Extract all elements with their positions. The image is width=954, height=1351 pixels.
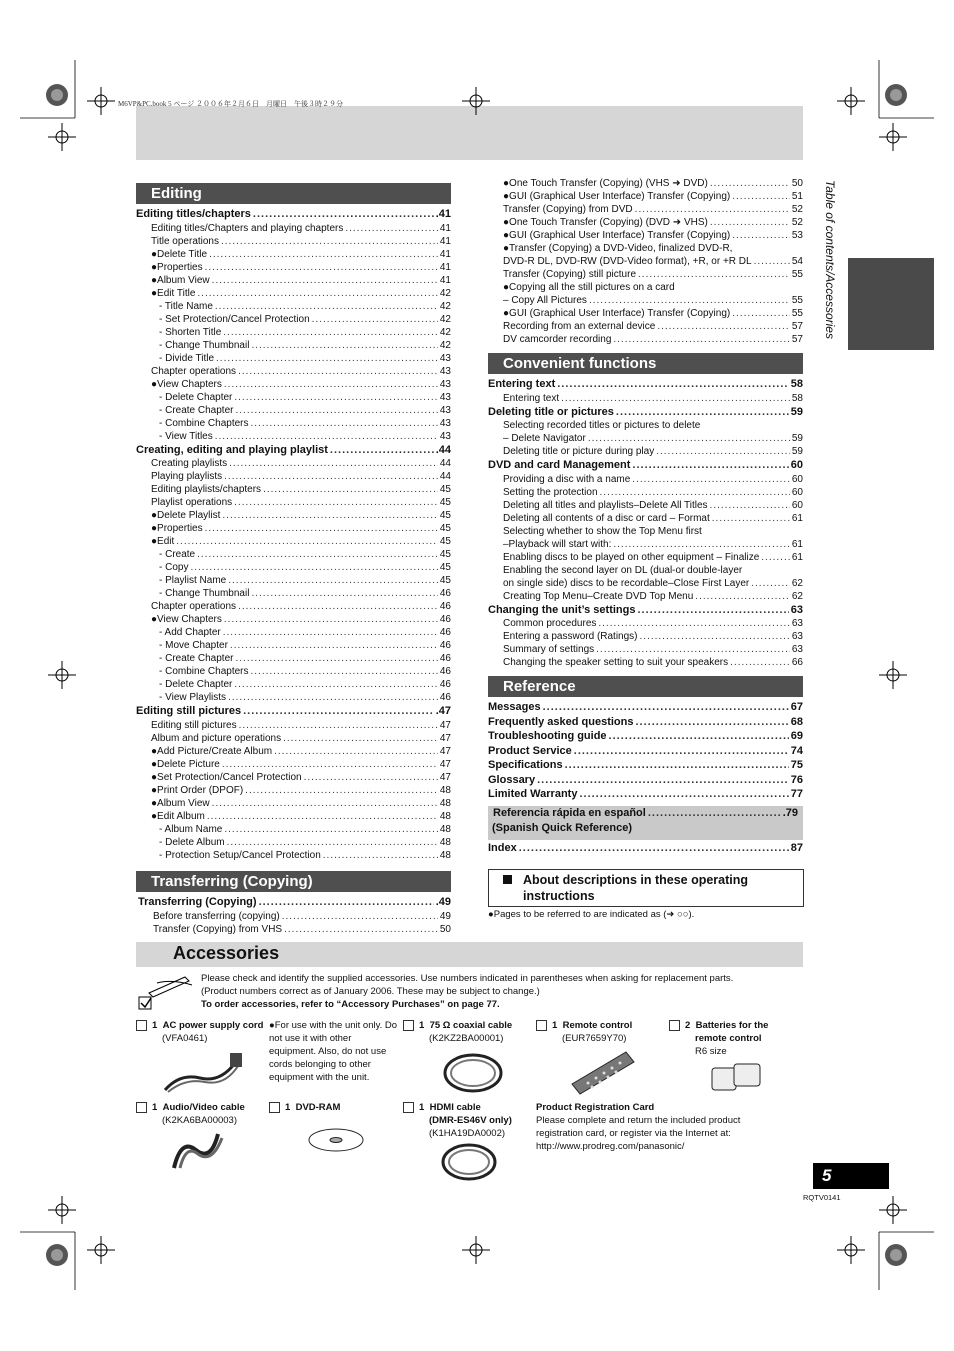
toc-entry: ●Edit Album ..... 48 [136, 810, 451, 823]
toc-entry: ●View Chapters ..... 43 [136, 378, 451, 391]
accessory-hdmi: 1 HDMI cable (DMR-ES46V only) (K1HA19DA0002) [403, 1101, 533, 1140]
toc-entry: Selecting whether to show the Top Menu first [503, 525, 702, 537]
crosshair-icon [879, 123, 907, 151]
toc-entry: Summary of settings ..... 63 [488, 643, 803, 656]
crosshair-icon [837, 1236, 865, 1264]
reference-toc [488, 700, 803, 802]
toc-entry: Enabling discs to be played on other equipment – Finalize ..... 61 [488, 551, 803, 564]
toc-entry: - Album Name ..... 48 [136, 823, 451, 836]
toc-entry: ●Copying all the still pictures on a card [503, 282, 675, 293]
toc-entry: - Delete Chapter ..... 46 [136, 678, 451, 691]
index-entry: Index ..... 87 [488, 841, 803, 856]
toc-entry: - Combine Chapters ..... 46 [136, 665, 451, 678]
ac-cord-note: ●For use with the unit only. Do not use it with other equipment. Also, do not use cords belonging to other equipment with the unit. [269, 1020, 398, 1083]
toc-entry: - Move Chapter ..... 46 [136, 639, 451, 652]
toc-entry: –Playback will start with: ..... 61 [488, 538, 803, 551]
section-header-transferring: Transferring (Copying) [136, 871, 451, 892]
about-title: About descriptions in these operating [523, 873, 749, 887]
toc-entry: ●Transfer (Copying) a DVD-Video, finalized DVD-R, [503, 243, 733, 254]
reference-note: ●Pages to be referred to are indicated as (➜ ○○). [488, 909, 695, 920]
toc-entry: Chapter operations ..... 43 [136, 365, 451, 378]
crosshair-icon [837, 87, 865, 115]
crosshair-icon [462, 1236, 490, 1264]
checkbox-icon[interactable] [136, 1020, 147, 1031]
toc-entry: – Copy All Pictures ..... 55 [488, 294, 803, 307]
accessories-banner [136, 942, 803, 967]
crosshair-icon [48, 1196, 76, 1224]
toc-entry: Transfer (Copying) from DVD ..... 52 [488, 203, 803, 216]
toc-entry: - Shorten Title ..... 42 [136, 326, 451, 339]
toc-entry: Product Service ..... 74 [488, 744, 803, 759]
toc-entry: on single side) discs to be recordable–Close First Layer ..... 62 [488, 577, 803, 590]
toc-entry: Glossary ..... 76 [488, 773, 803, 788]
check-pencil-icon [137, 971, 197, 1011]
toc-entry: - Change Thumbnail ..... 46 [136, 587, 451, 600]
page-number: 5 [813, 1163, 889, 1189]
crosshair-icon [462, 87, 490, 115]
toc-entry: Transfer (Copying) still picture ..... 55 [488, 268, 803, 281]
toc-entry: ●Edit ..... 45 [136, 535, 451, 548]
toc-entry: ●Album View ..... 41 [136, 274, 451, 287]
toc-entry: Deleting all contents of a disc or card – Format ..... 61 [488, 512, 803, 525]
toc-entry: Limited Warranty ..... 77 [488, 787, 803, 802]
toc-entry: DV camcorder recording ..... 57 [488, 333, 803, 346]
toc-entry: Frequently asked questions ..... 68 [488, 715, 803, 730]
av-cable-icon [166, 1128, 226, 1173]
toc-entry: ●GUI (Graphical User Interface) Transfer (Copying) ..... 51 [488, 190, 803, 203]
toc-entry: - Create Chapter ..... 43 [136, 404, 451, 417]
toc-entry: Entering text ..... 58 [488, 377, 803, 392]
checkbox-icon[interactable] [403, 1102, 414, 1113]
product-registration: Product Registration Card Please complete and return the included product registration card, or register via the Internet at: http://www.prodreg.com/panasonic/ [536, 1102, 741, 1152]
crosshair-icon [87, 87, 115, 115]
toc-entry: ●Add Picture/Create Album ..... 47 [136, 745, 451, 758]
toc-entry: Recording from an external device ..... 57 [488, 320, 803, 333]
accessory-av-cable: 1 Audio/Video cable (K2KA6BA00003) [136, 1101, 271, 1127]
toc-entry: Editing playlists/chapters ..... 45 [136, 483, 451, 496]
toc-entry: - Create ..... 45 [136, 548, 451, 561]
toc-entry: Before transferring (copying) ..... 49 [138, 910, 451, 923]
batteries-icon [708, 1060, 768, 1094]
toc-entry: Changing the speaker setting to suit your speakers ..... 66 [488, 656, 803, 669]
about-descriptions-box [488, 869, 804, 907]
spanish-reference-subtitle: (Spanish Quick Reference) [492, 821, 632, 834]
toc-entry: Playlist operations ..... 45 [136, 496, 451, 509]
section-header-convenient: Convenient functions [488, 353, 803, 374]
hdmi-cable-icon [437, 1140, 502, 1186]
crosshair-icon [879, 661, 907, 689]
toc-entry: Setting the protection ..... 60 [488, 486, 803, 499]
about-title-2: instructions [523, 889, 595, 903]
toc-entry: Editing still pictures ..... .47 [136, 704, 451, 719]
toc-entry: ●View Chapters ..... 46 [136, 613, 451, 626]
toc-entry: - Delete Chapter ..... 43 [136, 391, 451, 404]
accessories-intro-2: (Product numbers correct as of January 2006. These may be subject to change.) [201, 986, 540, 997]
transferring-toc [138, 895, 451, 936]
toc-entry: - Combine Chapters ..... 43 [136, 417, 451, 430]
section-header-editing: Editing [136, 183, 451, 204]
crosshair-icon [87, 1236, 115, 1264]
convenient-toc [488, 377, 803, 669]
coax-cable-icon [438, 1048, 513, 1098]
toc-entry: Selecting recorded titles or pictures to delete [503, 420, 701, 431]
crosshair-icon [48, 123, 76, 151]
toc-entry: - Protection Setup/Cancel Protection ..... 48 [136, 849, 451, 862]
toc-entry: Referencia rápida en español ..... .79 [488, 806, 803, 821]
toc-entry: Common procedures ..... 63 [488, 617, 803, 630]
toc-entry: Entering a password (Ratings) ..... 63 [488, 630, 803, 643]
toc-entry: ●One Touch Transfer (Copying) (DVD ➜ VHS) ..... 52 [488, 216, 803, 229]
toc-entry: - Divide Title ..... 43 [136, 352, 451, 365]
toc-entry: Editing still pictures ..... 47 [136, 719, 451, 732]
toc-entry: Deleting title or picture during play ..... 59 [488, 445, 803, 458]
dvd-disc-icon [306, 1126, 366, 1154]
toc-entry: Transferring (Copying) ..... .49 [138, 895, 451, 910]
checkbox-icon[interactable] [269, 1102, 280, 1113]
toc-entry: Album and picture operations ..... 47 [136, 732, 451, 745]
crosshair-icon [48, 661, 76, 689]
accessory-batteries: 2 Batteries for the remote control R6 size [669, 1019, 803, 1058]
toc-entry: - Change Thumbnail ..... 42 [136, 339, 451, 352]
accessories-intro: Please check and identify the supplied accessories. Use numbers indicated in parentheses when asking for replacement parts. [201, 973, 734, 984]
accessory-remote: 1 Remote control (EUR7659Y70) [536, 1019, 666, 1045]
toc-entry: DVD-R DL, DVD-RW (DVD-Video format), +R, or +R DL ..... 54 [488, 255, 803, 268]
toc-entry: ●GUI (Graphical User Interface) Transfer (Copying) ..... 53 [488, 229, 803, 242]
toc-entry: - View Playlists ..... 46 [136, 691, 451, 704]
toc-entry: Creating Top Menu–Create DVD Top Menu ..... 62 [488, 590, 803, 603]
accessory-coax: 1 75 Ω coaxial cable (K2KZ2BA00001) [403, 1019, 533, 1045]
target-icon [885, 1244, 907, 1266]
toc-entry: ●Album View ..... 48 [136, 797, 451, 810]
square-bullet-icon [503, 875, 512, 884]
accessory-dvd-ram: 1 DVD-RAM [269, 1101, 399, 1114]
toc-entry: ●GUI (Graphical User Interface) Transfer (Copying) ..... 55 [488, 307, 803, 320]
toc-entry: - Create Chapter ..... 46 [136, 652, 451, 665]
checkbox-icon[interactable] [669, 1020, 680, 1031]
checkbox-icon[interactable] [403, 1020, 414, 1031]
file-info: M6VP&PC.book 5 ページ ２００６年２月６日 月曜日 午後３時２９分 [118, 100, 344, 108]
toc-entry: Providing a disc with a name ..... 60 [488, 473, 803, 486]
target-icon [46, 84, 68, 106]
editing-toc [136, 207, 451, 862]
checkbox-icon[interactable] [536, 1020, 547, 1031]
remote-control-icon [568, 1046, 638, 1096]
target-icon [885, 84, 907, 106]
toc-entry: ●Print Order (DPOF) ..... 48 [136, 784, 451, 797]
doc-code: RQTV0141 [803, 1193, 841, 1202]
accessories-order-note: To order accessories, refer to “Accessory Purchases” on page 77. [201, 999, 500, 1010]
toc-entry: - Copy ..... 45 [136, 561, 451, 574]
toc-entry: Transfer (Copying) from VHS ..... 50 [138, 923, 451, 936]
toc-entry: DVD and card Management ..... 60 [488, 458, 803, 473]
ac-cord-icon [160, 1048, 245, 1098]
toc-entry: - Delete Album ..... 48 [136, 836, 451, 849]
toc-entry: ●Delete Picture ..... 47 [136, 758, 451, 771]
target-icon [46, 1244, 68, 1266]
toc-entry: Editing titles/chapters ..... .41 [136, 207, 451, 222]
section-header-reference: Reference [488, 676, 803, 697]
toc-entry: - Title Name ..... 42 [136, 300, 451, 313]
toc-entry: Editing titles/Chapters and playing chapters ..... 41 [136, 222, 451, 235]
toc-entry: Creating playlists ..... 44 [136, 457, 451, 470]
toc-entry: ●Properties ..... 45 [136, 522, 451, 535]
toc-entry: - View Titles ..... 43 [136, 430, 451, 443]
checkbox-icon[interactable] [136, 1102, 147, 1113]
spanish-reference-box [488, 806, 803, 840]
toc-entry: ●Edit Title ..... 42 [136, 287, 451, 300]
transfer-continued-toc [488, 177, 803, 346]
toc-entry: Title operations ..... 41 [136, 235, 451, 248]
crosshair-icon [879, 1196, 907, 1224]
toc-entry: Chapter operations ..... 46 [136, 600, 451, 613]
toc-entry: Playing playlists ..... 44 [136, 470, 451, 483]
accessory-ac-cord: 1 AC power supply cord (VFA0461) [136, 1019, 271, 1045]
accessories-title: Accessories [173, 943, 280, 963]
toc-entry: Enabling the second layer on DL (dual-or double-layer [503, 564, 743, 576]
toc-entry: - Add Chapter ..... 46 [136, 626, 451, 639]
toc-entry: Deleting title or pictures ..... 59 [488, 405, 803, 420]
toc-entry: Deleting all titles and playlists–Delete All Titles ..... 60 [488, 499, 803, 512]
toc-entry: - Playlist Name ..... 45 [136, 574, 451, 587]
toc-entry: Messages ..... 67 [488, 700, 803, 715]
toc-entry: Entering text ..... 58 [488, 392, 803, 405]
toc-entry: ●Delete Title ..... 41 [136, 248, 451, 261]
toc-entry: - Set Protection/Cancel Protection ..... 42 [136, 313, 451, 326]
side-label: Table of contents/Accessories [823, 180, 837, 339]
toc-entry: Troubleshooting guide ..... 69 [488, 729, 803, 744]
toc-entry: ●Delete Playlist ..... 45 [136, 509, 451, 522]
toc-entry: Specifications ..... 75 [488, 758, 803, 773]
toc-entry: – Delete Navigator ..... 59 [488, 432, 803, 445]
toc-entry: ●Set Protection/Cancel Protection ..... 47 [136, 771, 451, 784]
toc-entry: ●One Touch Transfer (Copying) (VHS ➜ DVD) ..... 50 [488, 177, 803, 190]
toc-entry: ●Properties ..... 41 [136, 261, 451, 274]
toc-entry: Creating, editing and playing playlist ..... .44 [136, 443, 451, 458]
toc-entry: Changing the unit’s settings ..... 63 [488, 603, 803, 618]
